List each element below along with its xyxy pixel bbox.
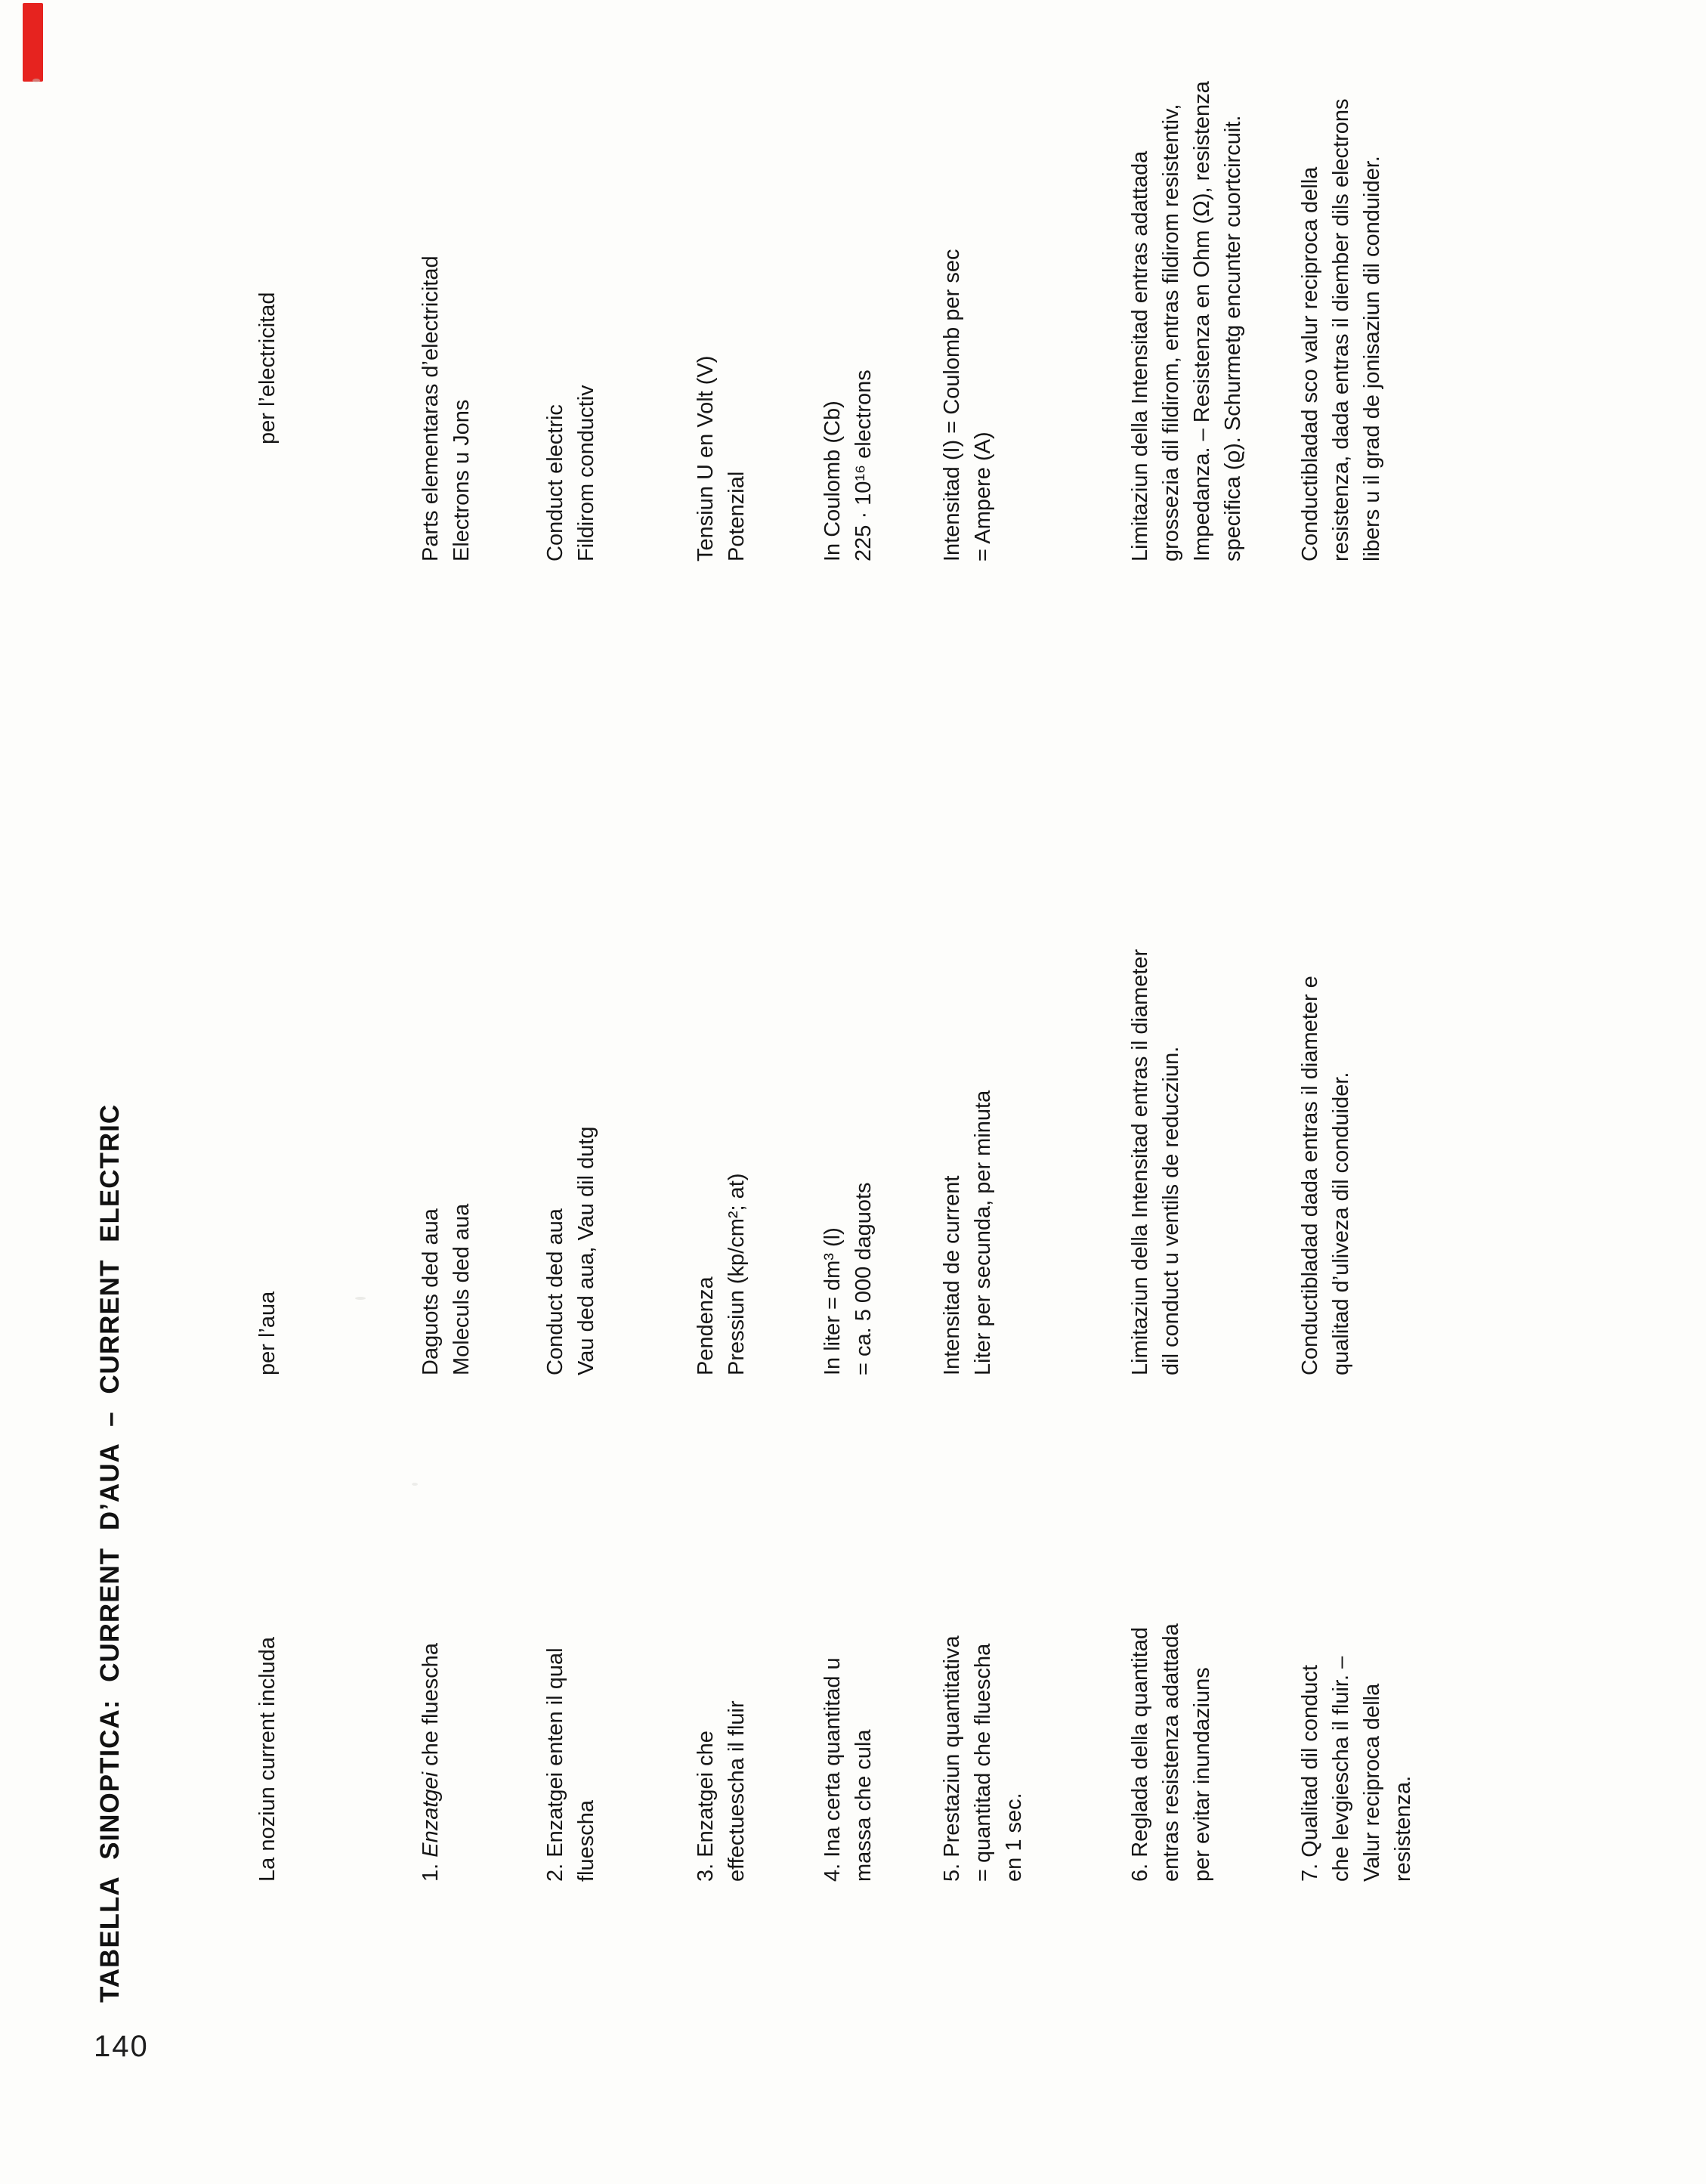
- cell-line: 7. Qualitad dil conduct: [1298, 1665, 1322, 1882]
- cell-line: 2. Enzatgei enten il qual: [543, 1647, 567, 1882]
- cell-line: Conduct ded aua: [543, 1208, 567, 1375]
- cell-line: Intensitad (I) = Coulomb per sec: [940, 249, 964, 561]
- cell-line: libers u il grad de jonisaziun dil conduider.: [1360, 156, 1384, 561]
- cell-line: qualitad d’uliveza dil conduider.: [1329, 1072, 1353, 1375]
- row6-aua-cell: [1125, 949, 1187, 1375]
- cell-line: entras resistenza adattada: [1159, 1623, 1183, 1882]
- page-number: 140: [94, 2030, 149, 2063]
- header-electric-cell: [252, 292, 283, 444]
- row6-electric-cell: [1125, 81, 1249, 561]
- cell-line: 6. Reglada della quantitad: [1128, 1627, 1152, 1882]
- header-label-cell: [252, 1637, 283, 1882]
- row5-aua-cell: [937, 1090, 999, 1375]
- cell-line: = ca. 5 000 daguots: [851, 1182, 876, 1375]
- cell-line: Parts elementaras d’electricitad: [419, 255, 443, 561]
- cell-line: 225 · 10¹⁶ electrons: [851, 370, 876, 561]
- row5-electric-cell: [937, 249, 999, 561]
- row2-aua-cell: [540, 1127, 602, 1375]
- cell-line: Valur reciproca della: [1360, 1683, 1384, 1882]
- cell-line: 4. Ina certa quantitad u: [821, 1657, 845, 1882]
- cell-line: 3. Enzatgei che: [694, 1731, 718, 1882]
- row7-aua-cell: [1295, 976, 1357, 1375]
- header-label-text: La noziun current includa: [255, 1636, 280, 1882]
- cell-line: Vau ded aua, Vau dil dutg: [574, 1126, 598, 1375]
- row1-label-cell: [416, 1643, 447, 1882]
- cell-line: effectuescha il fluir: [725, 1700, 749, 1882]
- cell-line: Fildirom conductiv: [574, 385, 598, 561]
- row3-label-cell: [691, 1700, 753, 1882]
- cell-line: resistenza, dada entras il diember dils electrons: [1329, 98, 1353, 561]
- row2-label-cell: [540, 1647, 602, 1882]
- cell-line: resistenza.: [1391, 1775, 1415, 1882]
- row1-label-rest: che fluescha: [419, 1643, 443, 1772]
- row4-label-cell: [817, 1657, 879, 1882]
- cell-line: Impedanza. – Resistenza en Ohm (Ω), resistenza: [1190, 81, 1214, 561]
- cell-line: Tensiun U en Volt (V): [694, 355, 718, 561]
- row3-aua-cell: [691, 1174, 753, 1376]
- cell-line: Moleculs ded aua: [450, 1203, 474, 1375]
- row4-electric-cell: [817, 370, 879, 561]
- cell-line: en 1 sec.: [1002, 1793, 1026, 1882]
- cell-line: In Coulomb (Cb): [821, 401, 845, 561]
- cell-line: grossezia dil fildirom, entras fildirom resistentiv,: [1159, 104, 1183, 561]
- row1-italic-term: Enzatgei: [419, 1771, 443, 1858]
- cell-line: dil conduct u ventils de reducziun.: [1159, 1046, 1183, 1375]
- cell-line: Conductibladad sco valur reciproca della: [1298, 166, 1322, 561]
- cell-line: Electrons u Jons: [450, 399, 474, 561]
- row7-electric-cell: [1295, 98, 1388, 561]
- cell-line: Conduct electric: [543, 404, 567, 561]
- row3-electric-cell: [691, 356, 753, 561]
- row1-aua-cell: [416, 1204, 477, 1375]
- cell-line: = Ampere (A): [971, 432, 995, 561]
- table-title: TABELLA SINOPTICA: CURRENT D’AUA – CURRENT ELECTRIC: [95, 1103, 125, 2003]
- cell-line: che levgiescha il fluir. –: [1329, 1656, 1353, 1882]
- cell-line: Limitaziun della Intensitad entras il diameter: [1128, 948, 1152, 1375]
- row1-number: 1.: [419, 1857, 443, 1882]
- row1-electric-cell: [416, 255, 477, 561]
- cell-line: fluescha: [574, 1799, 598, 1882]
- cell-line: Conductibladad dada entras il diameter e: [1298, 976, 1322, 1375]
- cell-line: massa che cula: [851, 1729, 876, 1882]
- cell-line: Potenzial: [725, 471, 749, 561]
- cell-line: [416, 1643, 447, 1882]
- row7-label-cell: [1295, 1657, 1419, 1882]
- cell-line: Pendenza: [694, 1276, 718, 1375]
- cell-line: Limitaziun della Intensitad entras adattada: [1128, 150, 1152, 561]
- header-electric-text: per l’electricitad: [255, 292, 280, 444]
- cell-line: specifica (ϱ). Schurmetg encunter cuortcircuit.: [1221, 115, 1245, 561]
- cell-line: In liter = dm³ (l): [821, 1227, 845, 1375]
- cell-line: Daguots ded aua: [419, 1208, 443, 1375]
- cell-line: Liter per secunda, per minuta: [971, 1090, 995, 1375]
- cell-line: per evitar inundaziuns: [1190, 1667, 1214, 1882]
- cell-line: 5. Prestaziun quantitativa: [940, 1635, 964, 1882]
- header-aua-cell: [252, 1292, 283, 1375]
- cell-line: Pressiun (kp/cm²; at): [725, 1173, 749, 1375]
- row6-label-cell: [1125, 1623, 1218, 1882]
- row4-aua-cell: [817, 1182, 879, 1375]
- cell-line: = quantitad che fluescha: [971, 1643, 995, 1882]
- header-aua-text: per l’aua: [255, 1291, 280, 1375]
- row5-label-cell: [937, 1635, 1030, 1882]
- row2-electric-cell: [540, 385, 602, 561]
- cell-line: Intensitad de current: [940, 1175, 964, 1375]
